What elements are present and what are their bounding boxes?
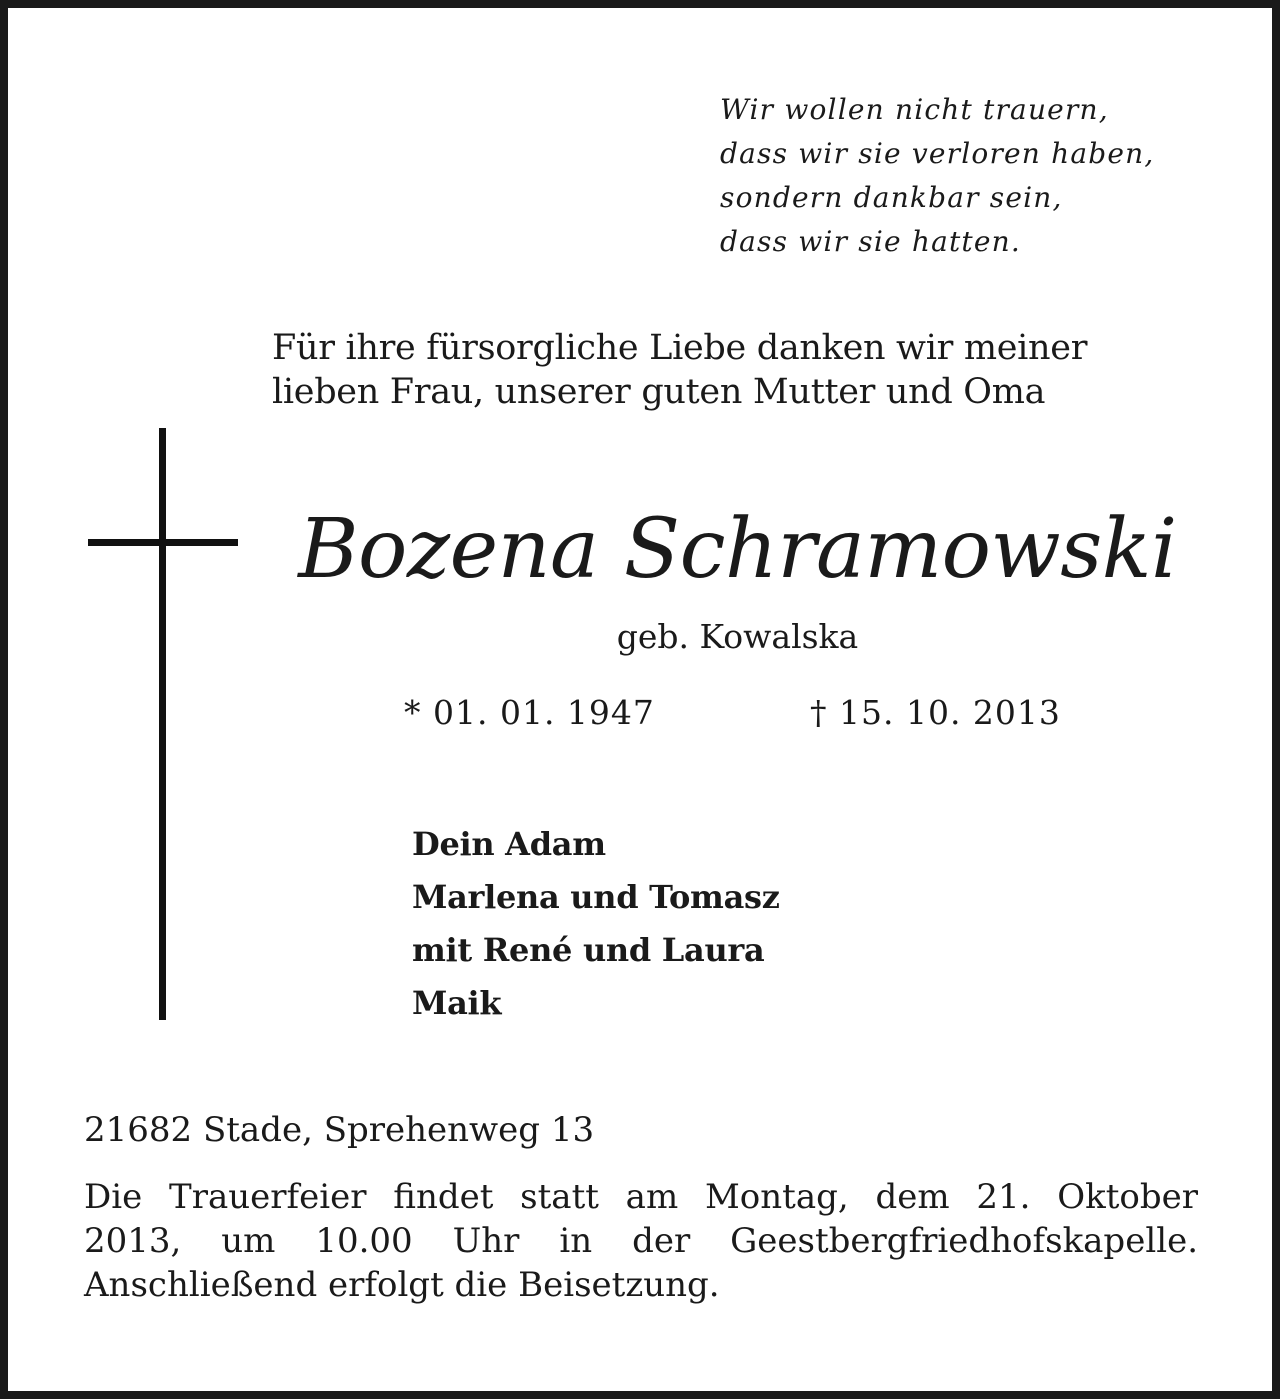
family-list: [412, 818, 780, 1030]
ceremony-line: Anschließend erfolgt die Beisetzung.: [84, 1265, 720, 1305]
poem-line: sondern dankbar sein,: [720, 181, 1063, 214]
intro-text: [272, 326, 1232, 414]
ceremony-line: 2013, um 10.00 Uhr in der Geestbergfriedhofskapelle.: [84, 1221, 1198, 1261]
intro-line: Für ihre fürsorgliche Liebe danken wir meiner: [272, 328, 1088, 368]
ceremony-line: Die Trauerfeier findet statt am Montag, dem 21. Oktober: [84, 1177, 1198, 1217]
death-date: † 15. 10. 2013: [810, 693, 1061, 732]
family-member: Marlena und Tomasz: [412, 878, 780, 916]
poem-line: Wir wollen nicht trauern,: [720, 93, 1109, 126]
poem: [720, 88, 1240, 264]
family-member: Maik: [412, 984, 502, 1022]
family-member: Dein Adam: [412, 825, 606, 863]
poem-line: dass wir sie hatten.: [720, 225, 1021, 258]
family-member: mit René und Laura: [412, 931, 765, 969]
intro-line: lieben Frau, unserer guten Mutter und Oma: [272, 372, 1046, 412]
ceremony-info: [84, 1175, 1198, 1307]
birth-date: * 01. 01. 1947: [404, 693, 655, 732]
address: 21682 Stade, Sprehenweg 13: [84, 1110, 595, 1150]
birth-name: geb. Kowalska: [616, 617, 859, 656]
poem-line: dass wir sie verloren haben,: [720, 137, 1155, 170]
deceased-name: Bozena Schramowski: [298, 502, 1177, 597]
